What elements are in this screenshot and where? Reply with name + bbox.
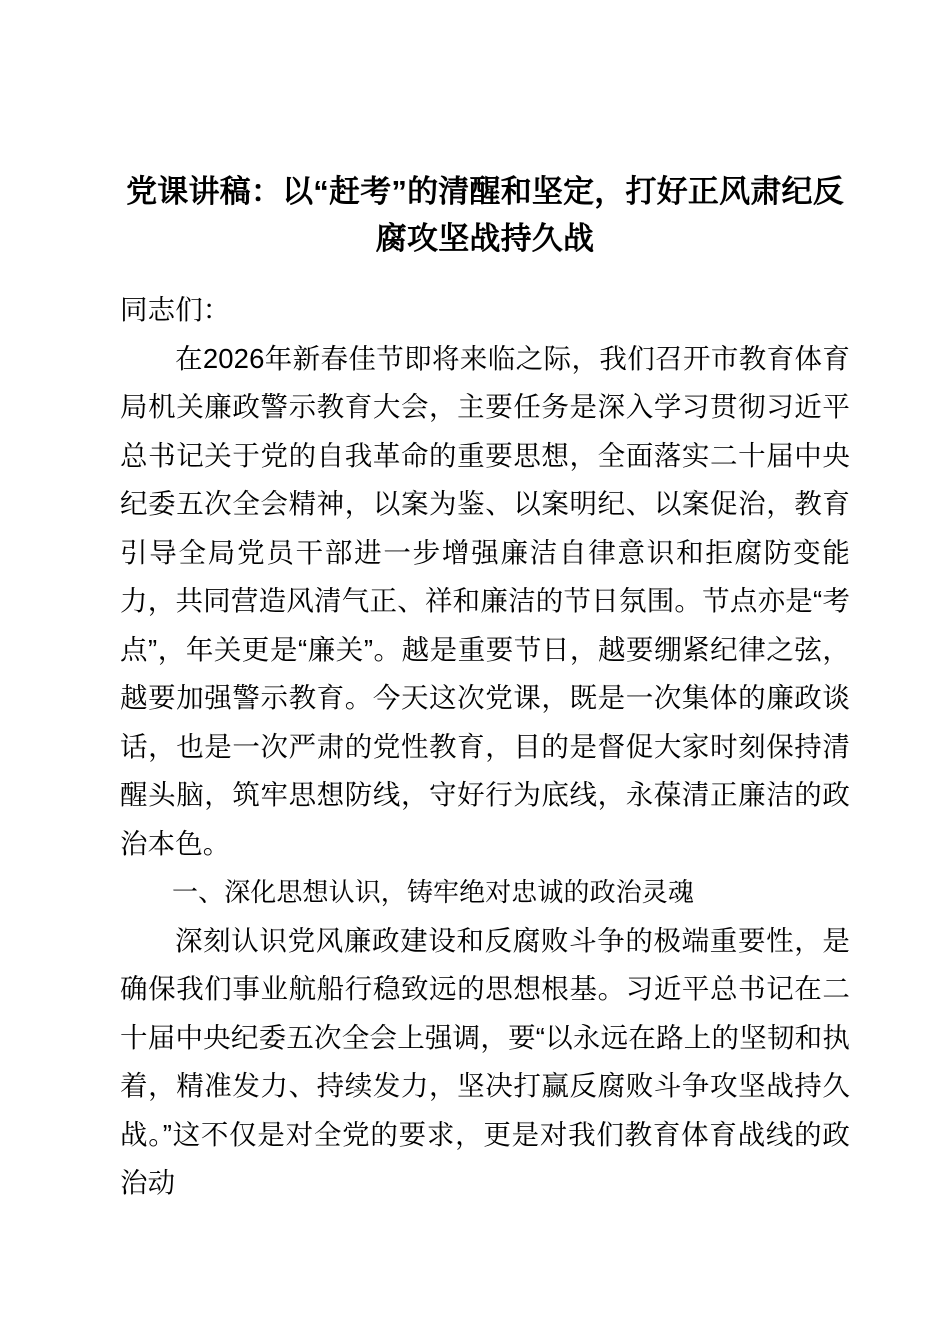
page-title: 党课讲稿：以“赶考”的清醒和坚定，打好正风肃纪反腐攻坚战持久战 xyxy=(126,174,844,256)
body-paragraph-2: 深刻认识党风廉政建设和反腐败斗争的极端重要性，是确保我们事业航船行稳致远的思想根基。习近平总书记在二十届中央纪委五次全会上强调，要“以永远在路上的坚韧和执着，精准发力、持续发力，坚决打赢反腐败斗争攻坚战持久战。”这不仅是对全党的要求，更是对我们教育体育战线的政治动 xyxy=(120,924,850,1198)
salutation-line: 同志们： xyxy=(120,294,231,325)
document-content xyxy=(120,0,850,1208)
section-heading-1: 一、深化思想认识，铸牢绝对忠诚的政治灵魂 xyxy=(172,877,695,907)
body-paragraph-1: 在2026年新春佳节即将来临之际，我们召开市教育体育局机关廉政警示教育大会，主要任务是深入学习贯彻习近平总书记关于党的自我革命的重要思想，全面落实二十届中央纪委五次全会精神，以案为鉴、以案明纪、以案促治，教育引导全局党员干部进一步增强廉洁自律意识和拒腐防变能力，共同营造风清气正、祥和廉洁的节日氛围。节点亦是“考点”，年关更是“廉关”。越是重要节日，越要绷紧纪律之弦，越要加强警示教育。今天这次党课，既是一次集体的廉政谈话，也是一次严肃的党性教育，目的是督促大家时刻保持清醒头脑，筑牢思想防线，守好行为底线，永葆清正廉洁的政治本色。 xyxy=(120,342,850,859)
